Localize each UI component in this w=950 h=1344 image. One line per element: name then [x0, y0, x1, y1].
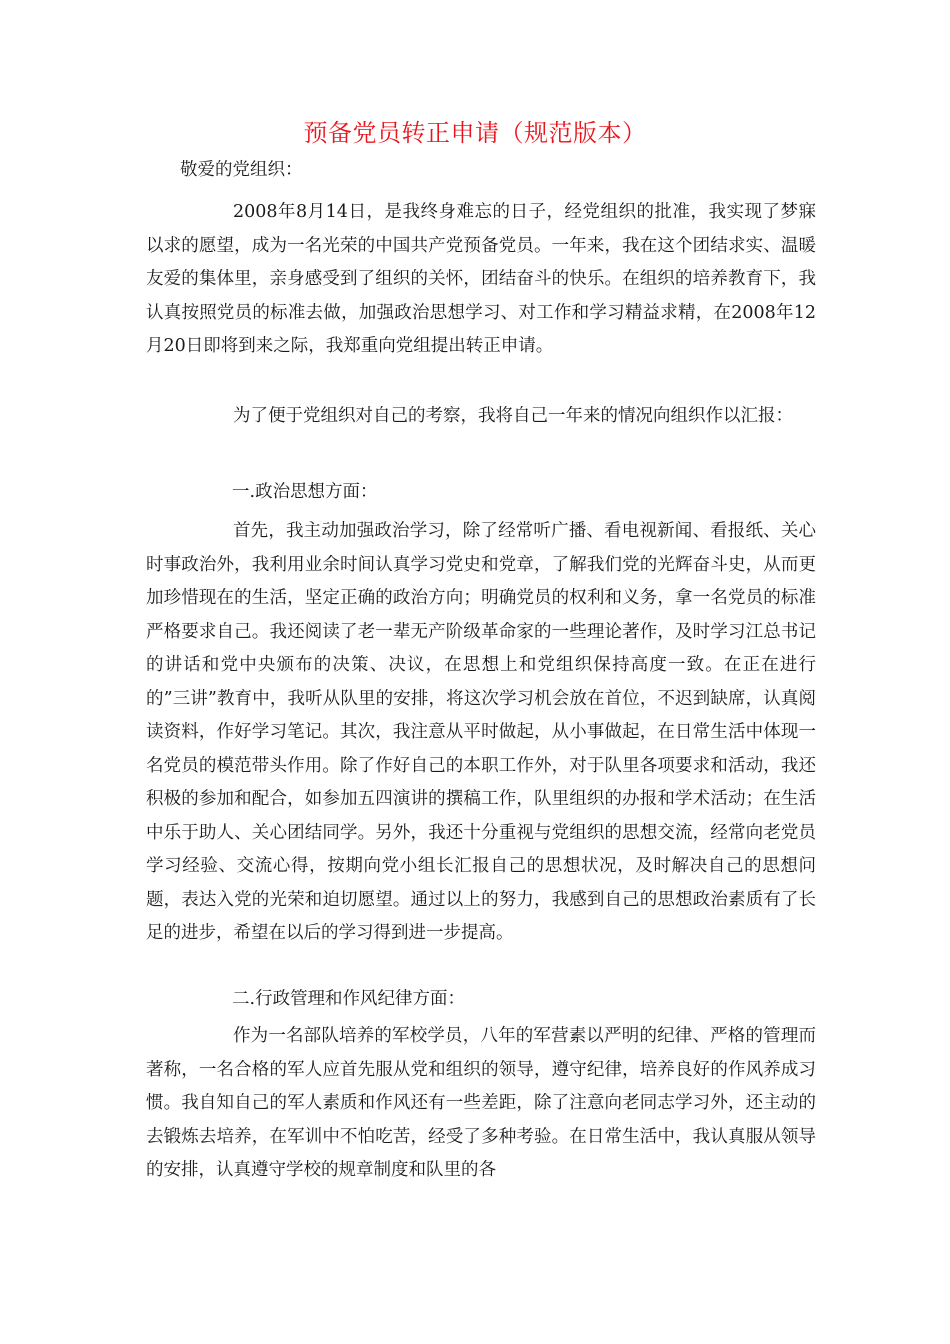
salutation: 敬爱的党组织： — [180, 160, 303, 180]
section-heading-discipline: 二.行政管理和作风纪律方面： — [232, 989, 466, 1009]
paragraph-discipline: 作为一名部队培养的军校学员，八年的军营素以严明的纪律、严格的管理而著称，一名合格的军人应首先服从党和组织的领导，遵守纪律，培养良好的作风养成习惯。我自知自己的军人素质和作风还有一些差距，除了注意向老同志学习外，还主动的去锻炼去培养，在军训中不怕吃苦，经受了多种考验。在日常生活中，我认真服从领导的安排，认真遵守学校的规章制度和队里的各 — [146, 1026, 816, 1180]
section-heading-political: 一.政治思想方面： — [232, 482, 378, 502]
paragraph-report-lead: 为了便于党组织对自己的考察，我将自己一年来的情况向组织作以汇报： — [233, 406, 793, 426]
document-title: 预备党员转正申请（规范版本） — [303, 119, 647, 147]
paragraph-intro: 2008年8月14日，是我终身难忘的日子，经党组织的批准，我实现了梦寐以求的愿望，成为一名光荣的中国共产党预备党员。一年来，我在这个团结求实、温暖友爱的集体里，亲身感受到了组织的关怀，团结奋斗的快乐。在组织的培养教育下，我认真按照党员的标准去做，加强政治思想学习、对工作和学习精益求精，在2008年12月20日即将到来之际，我郑重向党组提出转正申请。 — [146, 202, 816, 356]
paragraph-political: 首先，我主动加强政治学习，除了经常听广播、看电视新闻、看报纸、关心时事政治外，我利用业余时间认真学习党史和党章，了解我们党的光辉奋斗史，从而更加珍惜现在的生活，坚定正确的政治方向；明确党员的权利和义务，拿一名党员的标准严格要求自己。我还阅读了老一辈无产阶级革命家的一些理论著作，及时学习江总书记的讲话和党中央颁布的决策、决议，在思想上和党组织保持高度一致。在正在进行的”三讲”教育中，我听从队里的安排，将这次学习机会放在首位，不迟到缺席，认真阅读资料，作好学习笔记。其次，我注意从平时做起，从小事做起，在日常生活中体现一名党员的模范带头作用。除了作好自己的本职工作外，对于队里各项要求和活动，我还积极的参加和配合，如参加五四演讲的撰稿工作，队里组织的办报和学术活动；在生活中乐于助人、关心团结同学。另外，我还十分重视与党组织的思想交流，经常向老党员学习经验、交流心得，按期向党小组长汇报自己的思想状况，及时解决自己的思想问题，表达入党的光荣和迫切愿望。通过以上的努力，我感到自己的思想政治素质有了长足的进步，希望在以后的学习得到进一步提高。 — [146, 521, 816, 943]
